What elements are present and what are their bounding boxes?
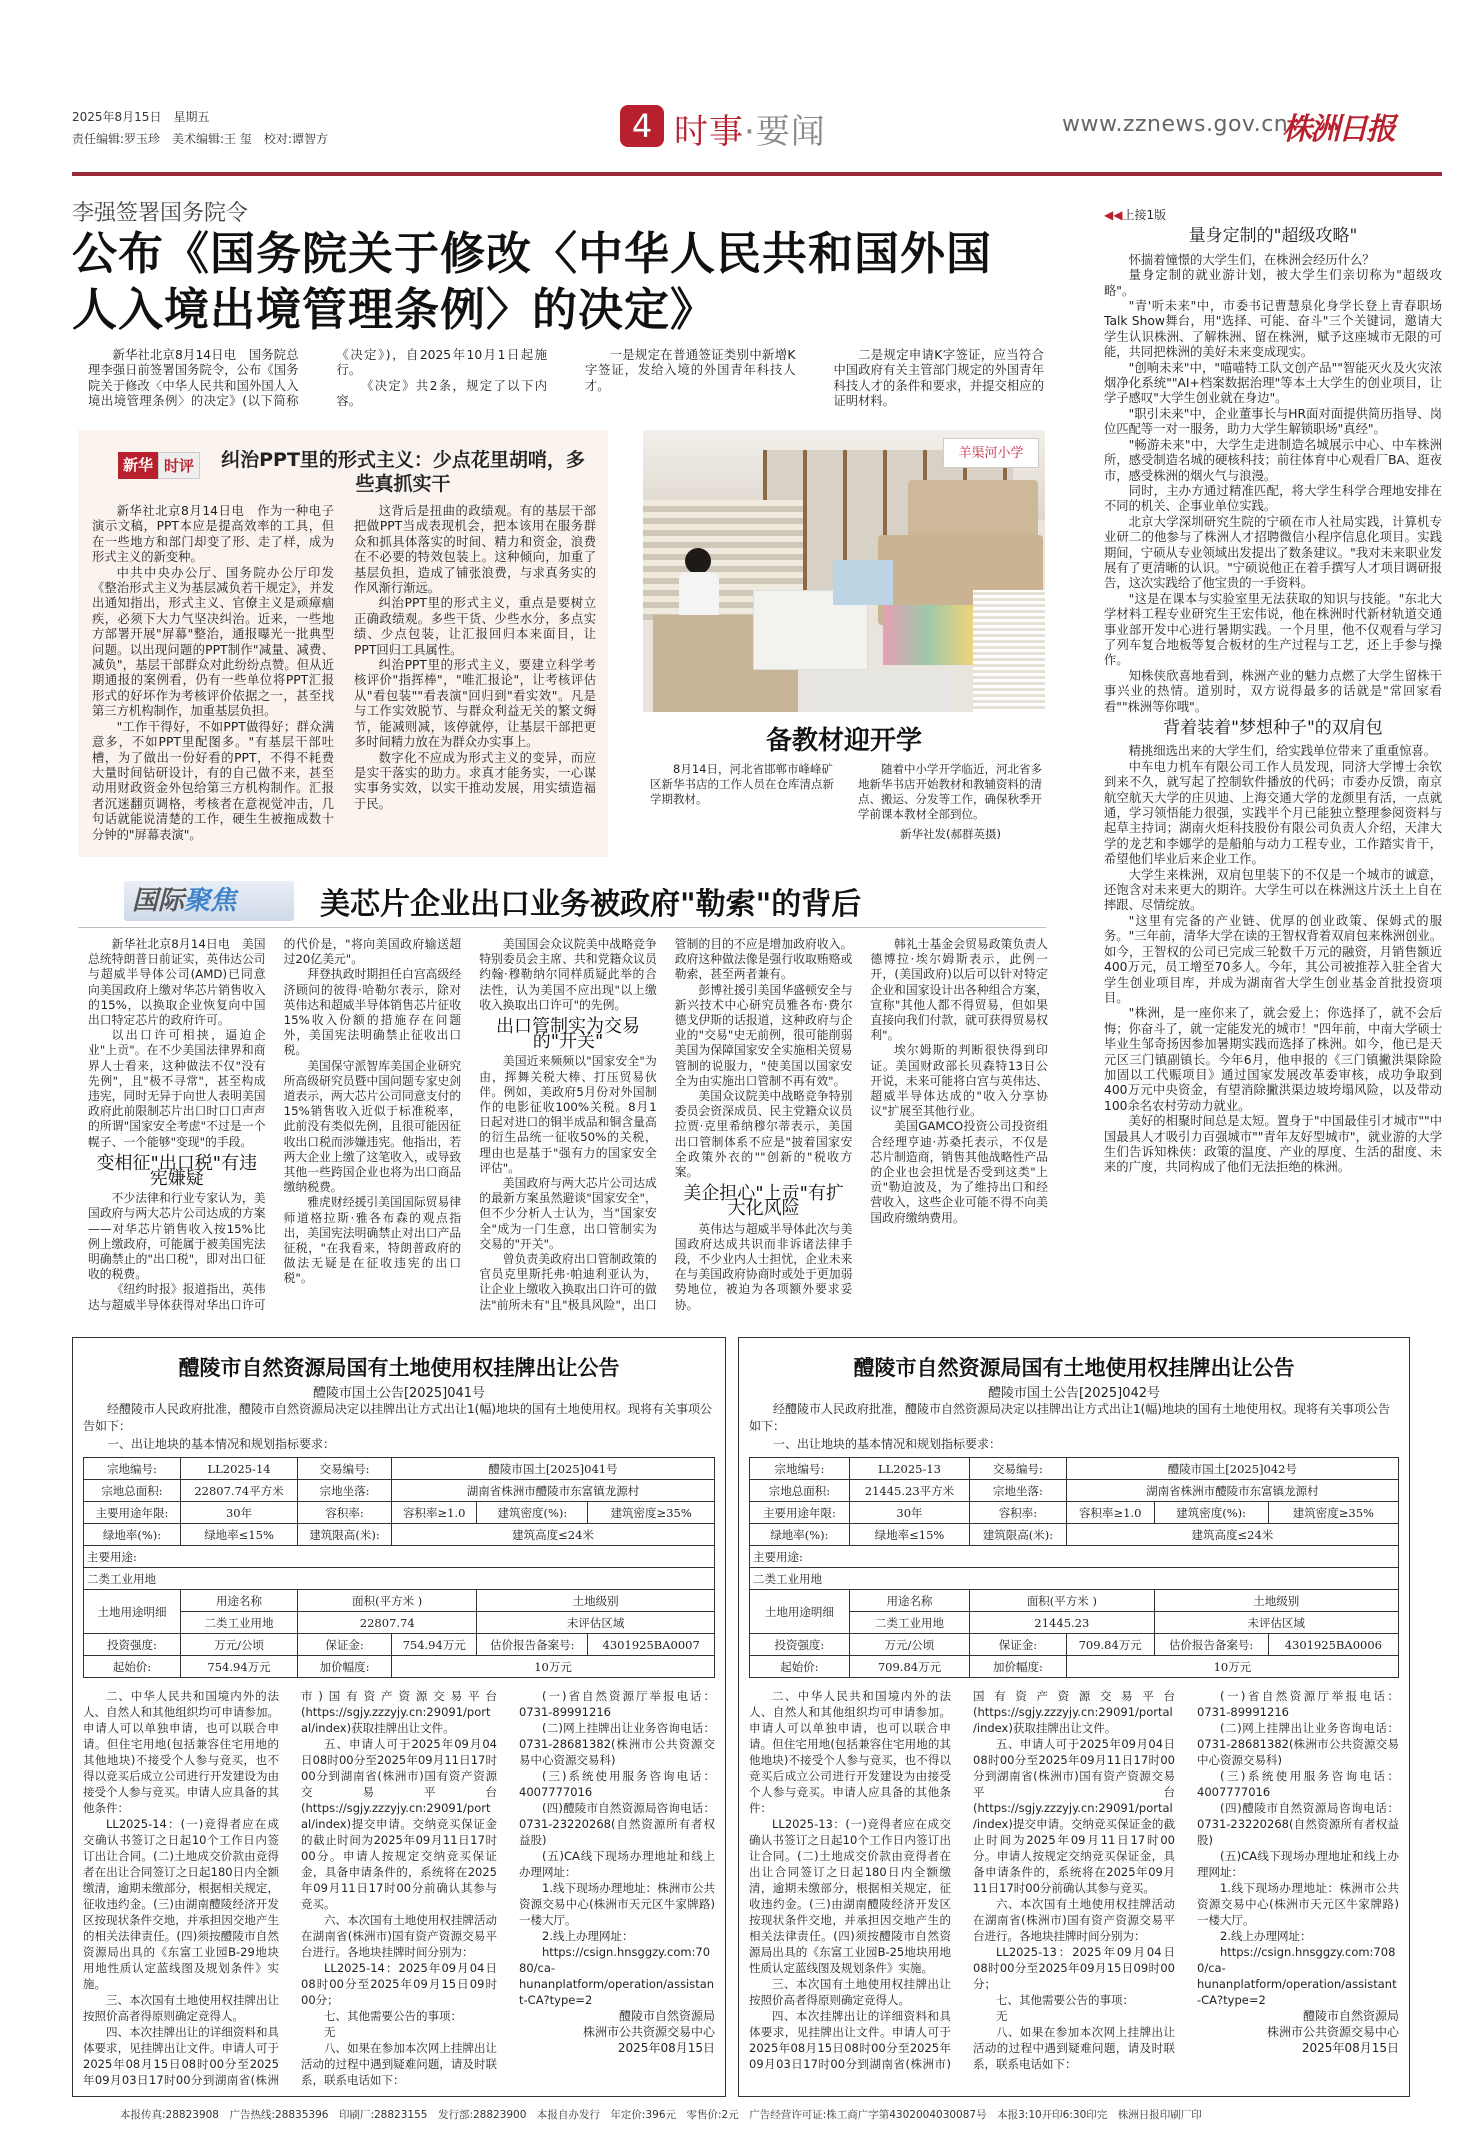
paragraph: 《纽约时报》报道指出，英伟达与超威半导体获得对华出口许可的代价是，"将向美国政府输送超过20亿美元"。 [88,937,462,1312]
intl-section-tag [124,881,294,921]
table-cell: 投资强度: [750,1634,850,1656]
table-cell: 交易编号: [970,1458,1067,1480]
table-cell: 宗地总面积: [750,1480,850,1502]
paragraph: 四、本次挂牌出让的详细资料和具体要求，见挂牌出让文件。申请人可于2025年08月15日08时00分至2025年09月03日17时00分到湖南省(株洲市)国有资产资源交易平台(https://sgjy.zzzyjy.cn:29091/portal/index)获取挂牌出让文件。 [83,1689,497,2087]
table-cell: 土地级别 [1154,1590,1398,1612]
table-cell: 宗地坐落: [970,1480,1067,1502]
paragraph: 以出口许可相挟，逼迫企业"上贡"。在不少美国法律界和商界人士看来，这种做法不仅"没有先例"，且"极不寻常"，甚至构成违宪，同时无异于向世人表明美国政府此前限制芯片出口时口口声声的所谓"国家安全考虑"不过是一个幌子、一个能够"变现"的手段。 [88,1028,266,1149]
table-cell: 10万元 [1066,1656,1398,1678]
table-row [750,1480,1399,1502]
notice-section-1: 一、出让地块的基本情况和规划指标要求： [107,1437,336,1451]
parcel-table [83,1457,715,1678]
table-row [84,1546,715,1568]
section-main: 时事 [674,112,744,152]
table-cell: 绿地率(%): [750,1524,850,1546]
table-row [750,1590,1399,1612]
table-row [750,1502,1399,1524]
table-cell: 二类工业用地 [181,1612,298,1634]
table-cell: 未评估区域 [1154,1612,1398,1634]
paragraph: "畅游未来"中，大学生走进制造名城展示中心、中车株洲所，感受制造名城的硬核科技；前往体育中心观看厂BA、逛夜市，感受株洲的烟火气与浪漫。 [1104,437,1442,483]
paragraph: 韩礼士基金会贸易政策负责人德博拉·埃尔姆斯表示，此例一开，(美国政府)以后可以针对特定企业和国家设计出各种组合方案，宣称"其他人都不得贸易，但如果直接向我们付款，就可获得贸易权利"。 [870,937,1048,1043]
paragraph: (三)系统使用服务咨询电话：4007777016 [1197,1769,1399,1799]
table-cell: 容积率≥1.0 [1066,1502,1154,1524]
notice-signature: 2025年08月15日 [617,2041,715,2055]
table-cell: LL2025-13 [849,1458,969,1480]
issue-date: 2025年8月15日 星期五 [72,110,210,124]
table-row [750,1458,1399,1480]
parcel-table [749,1457,1399,1678]
paragraph: 大学生来株洲，双肩包里装下的不仅是一个城市的诚意，还饱含对未来更大的期许。大学生可以在株洲这片沃土上自在摔跟、尽情绽放。 [1104,867,1442,913]
notice-signature: 2025年08月15日 [1301,2041,1399,2055]
lead-headline: 公布《国务院关于修改〈中华人民共和国外国人入境出境管理条例〉的决定》 [72,227,993,336]
table-cell: 面积(平方米 ) [298,1590,477,1612]
paragraph: 拜登执政时期担任白宫高级经济顾问的彼得·哈勒尔表示，除对英伟达和超威半导体销售芯片征收15%收入份额的措施存在问题外，美国宪法明确禁止征收出口税。 [283,967,462,1058]
paragraph: 1.线下现场办理地址：株洲市公共资源交易中心(株洲市天元区牛家牌路)一楼大厅。 [519,1881,715,1927]
paragraph: (五)CA线下现场办理地址和线上办理网址： [1197,1849,1399,1879]
paragraph: 知株侠欣喜地看到，株洲产业的魅力点燃了大学生留株干事兴业的热情。道别时，双方说得最多的话就是"常回家看看""株洲等你哦"。 [1104,668,1442,714]
table-cell: 709.84万元 [849,1656,969,1678]
table-cell: 建筑高度≤24米 [392,1524,715,1546]
paragraph: 三、本次国有土地使用权挂牌出让按照价高者得原则确定竞得人。 [749,1977,951,2007]
notice-body [83,1688,715,2088]
paragraph: 量身定制的就业游计划，被大学生们亲切称为"超级攻略"。 [1104,268,1442,298]
table-cell: 土地用途明细 [84,1590,181,1634]
table-cell: 建筑密度≥35% [588,1502,715,1524]
paragraph: 新华社北京8月14日电 国务院总理李强日前签署国务院令，公布《国务院关于修改〈中华人民共和国外国人入境出境管理条例〉的决定》(以下简称《决定》)，自2025年10月1日起施行。 [88,348,547,409]
paragraph: "创响未来"中，"喵喵特工队文创产品""智能灭火及火灾浓烟净化系统""AI+档案数据治理"等本土大学生的创业项目，让学子感叹"大学生创业就在身边"。 [1104,360,1442,406]
section-separator: · [744,112,756,152]
subheading: 变相征"出口税"有违宪嫌疑 [96,1152,258,1190]
table-cell: 4301925BA0006 [1268,1634,1398,1656]
paragraph: (四)醴陵市自然资源局咨询电话：0731-23220268(自然资源所有者权益股) [519,1801,715,1847]
table-row [84,1458,715,1480]
table-cell: 建筑密度≥35% [1268,1502,1398,1524]
commentary-tag-b: 时评 [158,452,200,479]
worker-head [685,548,711,574]
table-cell: 709.84万元 [1066,1634,1154,1656]
paragraph: 新华社北京8月14日电 美国总统特朗普日前证实，英伟达公司与超威半导体公司(AMD)已同意向美国政府上缴对华芯片销售收入的15%，以换取企业恢复向中国出口特定芯片的政府许可。 [88,937,266,1028]
paragraph: 美国保守派智库美国企业研究所高级研究员暨中国问题专家史剑道表示，两大芯片公司同意支付的15%销售收入近似于标准税率，此前没有类似先例，且很可能因征收出口税而涉嫌违宪。他指出，若两大企业上缴了这笔收入，或导致其他一些跨国企业也将为出口商品缴纳税费。 [283,1058,462,1195]
table-cell: 面积(平方米 ) [970,1590,1154,1612]
paragraph: LL2025-14：(一)竞得者应在成交确认书签订之日起10个工作日内签订出让合同。(二)土地成交价款由竞得者在出让合同签订之日起180日内全额缴清，逾期未缴部分，根据相关规定，征收违约金。(三)由湖南醴陵经济开发区按现状条件交地，并承担因交地产生的相关法律责任。(四)须按醴陵市自然资源局出具的《东富工业园B-29地块用地性质认定蓝线图及规划条件》实施。 [83,1817,279,1991]
paragraph: 二、中华人民共和国境内外的法人、自然人和其他组织均可申请参加。申请人可以单独申请，也可以联合申请。但住宅用地(包括兼容住宅用地的其他地块)不接受个人参与竞买，也不得以竞买后成立公司进行开发建设为由接受个人参与竞买。申请人应具备的其他条件： [83,1689,279,1815]
table-cell: 22807.74 [298,1612,477,1634]
paragraph: https://csign.hnsggzy.com:7080/ca-hunanplatform/operation/assistant-CA?type=2 [519,1945,715,2007]
table-cell: 21445.23平方米 [849,1480,969,1502]
paragraph: 北京大学深圳研究生院的宁硕在市人社局实践，计算机专业研二的他参与了株洲人才招聘微信小程序信息化项目。实践期间，宁硕从专业领域出发提出了数条建议。"我对未来职业发展有了更清晰的认识。"宁硕说他正在着手撰写人才项目调研报告，这次实践给了他宝贵的一手资料。 [1104,514,1442,591]
paragraph: "这里有完备的产业链、优厚的创业政策、保姆式的服务。"三年前，清华大学在读的王智权背着双肩包来株洲创业。如今，王智权的公司已完成三轮数千万元的融资，月销售额近400万元，员工增至70多人。今年，其公司被推荐入驻全省大学生创业项目库，并成为湖南省大学生创业基金首批投资项目。 [1104,913,1442,1005]
paragraph: 无 [996,2009,1008,2023]
paragraph: 彭博社援引美国华盛顿安全与新兴技术中心研究员雅各布·费尔德戈伊斯的话报道，这种政府与企业的"交易"史无前例，很可能削弱美国为保障国家安全实施相关贸易管制的说服力，"使美国以国家安全为由实施出口管制不再有效"。 [674,982,853,1088]
table-cell: 主要用途年限: [84,1502,181,1524]
table-cell: LL2025-14 [181,1458,298,1480]
commentary-tag [118,452,200,479]
table-cell: 用途名称 [849,1590,969,1612]
website-url[interactable]: www.zznews.gov.cn [1062,112,1289,137]
table-cell: 建筑限高(米): [298,1524,392,1546]
table-cell: 30年 [849,1502,969,1524]
paragraph: 一是规定在普通签证类别中新增K字签证，发给入境的外国青年科技人才。 [585,348,796,393]
paragraph: https://csign.hnsggzy.com:7080/ca-hunanplatform/operation/assistant-CA?type=2 [1197,1945,1397,2007]
table-cell: 二类工业用地 [849,1612,969,1634]
paragraph: 怀揣着憧憬的大学生们，在株洲会经历什么？ [1128,252,1375,267]
subheading: 美企担心"上贡"有扩大化风险 [683,1183,844,1220]
paragraph: 2.线上办理网址： [542,1929,634,1943]
paragraph: 《决定》共2条，规定了以下内容。 [336,378,547,409]
paragraph: 纠治PPT里的形式主义，重点是要树立正确政绩观。多些干货、少些水分，多点实绩、少点包装，让汇报回归本来面目，让PPT回归工具属性。 [354,596,596,657]
paragraph: 2.线上办理网址： [1220,1929,1312,1943]
lead-article-body [88,348,1044,410]
table-row [750,1524,1399,1546]
paragraph: 八、如果在参加本次网上挂牌出让活动的过程中遇到疑难问题，请及时联系，联系电话如下： [973,2025,1175,2071]
table-row [750,1656,1399,1678]
table-cell: 湖南省株洲市醴陵市东富镇龙源村 [392,1480,715,1502]
table-cell: 起始价: [84,1656,181,1678]
subheading: 背着装着"梦想种子"的双肩包 [1163,718,1383,738]
paragraph: 随着中小学开学临近，河北省多地新华书店开始教材和教辅资料的清点、搬运、分发等工作，确保秋季开学前课本教材全部到位。 [858,762,1042,821]
paragraph: 8月14日，河北省邯郸市峰峰矿区新华书店的工作人员在仓库清点新学期教材。 [650,762,834,806]
paragraph: (三)系统使用服务咨询电话：4007777016 [519,1769,715,1799]
table-cell: 醴陵市国土[2025]042号 [1066,1458,1398,1480]
table-cell: 宗地编号: [84,1458,181,1480]
commentary-title: 纠治PPT里的形式主义：少点花里胡哨，多些真抓实干 [221,449,585,495]
paragraph: 五、申请人可于2025年09月04日08时00分至2025年09月11日17时00分到湖南省(株洲市)国有资产资源交易平台(https://sgjy.zzzyjy.cn:29091/portal/index)提交申请。交纳竞买保证金的截止时间为2025年09月11日17时00分。申请人按规定交纳竞买保证金，具备申请条件的，系统将在2025年09月11日17时00分前确认其参与竞买。 [301,1737,497,1911]
paragraph: 1.线下现场办理地址：株洲市公共资源交易中心(株洲市天元区牛家牌路)一楼大厅。 [1197,1881,1399,1927]
continued-label: 上接1版 [1122,208,1167,222]
paragraph: 新华社北京8月14日电 作为一种电子演示文稿，PPT本应是提高效率的工具，但在一些地方和部门却变了形、走了样，成为形式主义的新变种。 [92,504,334,565]
notice-signature: 醴陵市自然资源局 [1302,2009,1399,2023]
subheading: 量身定制的"超级攻略" [1188,226,1358,247]
paragraph: 曾负责美政府出口管制政策的官员克里斯托弗·帕迪利亚认为，让企业上缴收入换取出口许可的做法"前所未有"且"极具风险"，出口管制的目的不应是增加政府收入。政府这种做法像是强行收取贿赂或勒索，甚至两者兼有。 [479,937,853,1312]
paragraph: 美国GAMCO投资公司投资组合经理亨迪·苏桑托表示，不仅是芯片制造商，销售其他战略性产品的企业也会担忧是否受到这类"上贡"勒迫波及，为了维持出口和经营收入，这些企业可能不得不向美国政府缴纳费用。 [870,1119,1048,1225]
news-photo [643,430,1045,712]
table-cell: 容积率: [970,1502,1067,1524]
paragraph: 六、本次国有土地使用权挂牌活动在湖南省(株洲市)国有资产资源交易平台进行。各地块挂牌时间分别为： [301,1913,497,1959]
paragraph: 不少法律和行业专家认为，美国政府与两大芯片公司达成的方案——对华芯片销售收入按15%比例上缴政府，可能属于被美国宪法明确禁止的"出口税"，即对出口征收的税费。 [88,1191,266,1282]
paragraph: 美国近来频频以"国家安全"为由，挥舞关税大棒、打压贸易伙伴。例如，美政府5月份对外国制作的电影征收100%关税。8月1日起对进口的铜半成品和铜含量高的衍生品统一征收50%的关税，理由也是基于"强有力的国家安全评估"。 [479,1054,657,1175]
notice-intro: 经醴陵市人民政府批准，醴陵市自然资源局决定以挂牌出让方式出让1(幅)地块的国有土地使用权。现将有关事项公告如下： [749,1402,1391,1433]
editor-credits: 责任编辑:罗玉珍 美术编辑:王 玺 校对:谭智方 [72,132,328,146]
paragraph: (二)网上挂牌出让业务咨询电话：0731-28681382(株洲市公共资源交易中心资源交易科) [519,1721,715,1767]
table-cell: 保证金: [970,1634,1067,1656]
table-row [84,1524,715,1546]
intl-headline: 美芯片企业出口业务被政府"勒索"的背后 [320,887,862,922]
paragraph: (一)省自然资源厅举报电话：0731-89991216 [519,1689,715,1719]
table-cell: 30年 [181,1502,298,1524]
newspaper-logo: 株洲日报 [1282,112,1394,147]
right-column-article [1104,208,1442,1176]
notice-number: 醴陵市国土公告[2025]041号 [312,1386,486,1401]
paragraph: 数字化不应成为形式主义的变异，而应是实干落实的助力。求真才能务实，一心谋实事务实效，以实干推动发展，用实绩造福于民。 [354,750,596,811]
table-cell: 土地级别 [477,1590,715,1612]
table-cell: 湖南省株洲市醴陵市东富镇龙源村 [1066,1480,1398,1502]
paragraph: 美国国会众议院美中战略竞争特别委员会主席、共和党籍众议员约翰·穆勒纳尔同样质疑此举的合法性，认为美国不应出现"以上缴收入换取出口许可"的先例。 [479,937,657,1012]
table-cell: 二类工业用地 [84,1568,715,1590]
table-row [750,1634,1399,1656]
paragraph: (五)CA线下现场办理地址和线上办理网址： [519,1849,715,1879]
paragraph: 同时，主办方通过精准匹配，将大学生科学合理地安排在不同的机关、企事业单位实践。 [1104,483,1442,514]
paragraph: (四)醴陵市自然资源局咨询电话：0731-23220268(自然资源所有者权益股) [1197,1801,1399,1847]
table-cell: 754.94万元 [181,1656,298,1678]
table-cell: 21445.23 [970,1612,1154,1634]
table-cell: 4301925BA0007 [588,1634,715,1656]
photo-credit: 新华社发(郝群英摄) [900,827,1001,841]
header-divider [72,172,1442,176]
table-row [750,1568,1399,1590]
paragraph: 纠治PPT里的形式主义，要建立科学考核评价"指挥棒"，"唯汇报论"，让考核评估从"看包装""看表演"回归到"看实效"。凡是与工作实效脱节、与群众利益无关的繁文缛节，能减则减，该停就停，让基层干部把更多时间精力放在为群众办实事上。 [354,658,596,750]
table-cell: 宗地编号: [750,1458,850,1480]
table-cell: 绿地率≤15% [849,1524,969,1546]
paragraph: "职引未来"中，企业董事长与HR面对面提供简历指导、岗位匹配等一对一服务，助力大学生解锁职场"真经"。 [1104,406,1442,437]
paragraph: LL2025-13：(一)竞得者应在成交确认书签订之日起10个工作日内签订出让合同。(二)土地成交价款由竞得者在出让合同签订之日起180日内全额缴清，逾期未缴部分，根据相关规定，征收违约金。(三)由湖南醴陵经济开发区按现状条件交地，并承担因交地产生的相关法律责任。(四)须按醴陵市自然资源局出具的《东富工业园B-25地块用地性质认定蓝线图及规划条件》实施。 [749,1817,951,1975]
paragraph: 精挑细选出来的大学生们，给实践单位带来了重重惊喜。 [1128,744,1437,759]
divider [78,927,1046,928]
intl-tag-b: 聚焦 [184,886,237,916]
paragraph: 七、其他需要公告的事项： [996,1993,1134,2007]
table-cell: 加价幅度: [298,1656,392,1678]
table-cell: 建筑密度(%): [477,1502,588,1524]
paragraph: "工作干得好，不如PPT做得好；群众满意多，不如PPT里配图多。"有基层干部吐槽，为了做出一份好看的PPT，不得不耗费大量时间钻研设计，有的自己做不来，甚至动用财政资金外包给第三方机构制作。汇报者沉迷翻页调格，考核者在意视觉冲击，几句话就能说清楚的工作，硬生生被拖成数十分钟的"屏幕表演"。 [92,719,334,842]
paragraph: 八、如果在参加本次网上挂牌出让活动的过程中遇到疑难问题，请及时联系，联系电话如下： [301,2041,497,2087]
page-number-badge: 4 [620,105,664,147]
table-cell: 建筑密度(%): [1154,1502,1268,1524]
right-column-body [1104,226,1442,1175]
land-notice-042 [738,1337,1410,2097]
land-notice-041 [72,1337,726,2097]
paragraph: 无 [324,2025,336,2039]
table-cell: 醴陵市国土[2025]041号 [392,1458,715,1480]
table-cell: 万元/公顷 [181,1634,298,1656]
notice-signature: 株洲市公共资源交易中心 [1266,2025,1399,2039]
photo-title: 备教材迎开学 [765,726,922,756]
notice-title: 醴陵市自然资源局国有土地使用权挂牌出让公告 [178,1356,620,1380]
paragraph: 六、本次国有土地使用权挂牌活动在湖南省(株洲市)国有资产资源交易平台进行。各地块挂牌时间分别为： [973,1897,1175,1943]
table-row [84,1480,715,1502]
paragraph: 英伟达与超威半导体此次与美国政府达成共识而非诉诸法律手段，不少业内人士担忧，企业未来在与美国政府协商时或处于更加弱势地位，被迫为各项额外要求妥协。 [674,1221,853,1312]
commentary-body [92,504,596,843]
table-row [84,1502,715,1524]
paragraph: "青'听未来"中，市委书记曹慧泉化身学长登上青春职场Talk Show舞台，用"选择、可能、奋斗"三个关键词，邀请大学生认识株洲、了解株洲、留在株洲，赋予这座城市无限的可能，共同把株洲的美好未来变成现实。 [1104,299,1442,360]
photo-caption [650,762,1046,822]
paragraph: 七、其他需要公告的事项： [324,2009,462,2023]
paragraph: 这背后是扭曲的政绩观。有的基层干部把做PPT当成表现机会，把本该用在服务群众和抓具体落实的时间、精力和资金，浪费在不必要的特效包装上。这种倾向，加重了基层负担，造成了铺张浪费，与求真务实的作风渐行渐远。 [354,504,596,596]
table-cell: 主要用途年限: [750,1502,850,1524]
paragraph: 二、中华人民共和国境内外的法人、自然人和其他组织均可申请参加。申请人可以单独申请，也可以联合申请。但住宅用地(包括兼容住宅用地的其他地块)不接受个人参与竞买，也不得以竞买后成立公司进行开发建设为由接受个人参与竞买。申请人应具备的其他条件： [749,1689,951,1815]
table-row [84,1634,715,1656]
table-cell: 绿地率(%): [84,1524,181,1546]
table-row [84,1590,715,1612]
intl-tag-a: 国际 [132,886,185,916]
table-row [750,1546,1399,1568]
paragraph: 雅虎财经援引美国国际贸易律师道格拉斯·雅各布森的观点指出，美国宪法明确禁止对出口产品征税，"在我看来，特朗普政府的做法无疑是在征收违宪的出口税"。 [283,1195,462,1286]
table-cell: 建筑限高(米): [970,1524,1067,1546]
commentary-tag-a: 新华 [118,452,158,479]
paragraph: "株洲，是一座你来了，就会爱上；你选择了，就不会后悔；你奋斗了，就一定能发光的城市！"四年前，中南大学硕士毕业生邹奇扬因参加暑期实践而选择了株洲。如今，他已是天元区三门镇副镇长。今年6月，他申报的《三门镇撇洪渠除险加固以工代赈项目》通过国家发展改革委审核，成功争取到400万元中央资金，有望消除撇洪渠边坡垮塌风险，以及带动100余名农村劳动力就业。 [1104,1006,1442,1113]
table-cell: 22807.74平方米 [181,1480,298,1502]
table-cell: 主要用途: [84,1546,715,1568]
table-cell: 加价幅度: [970,1656,1067,1678]
table-cell: 建筑高度≤24米 [1066,1524,1398,1546]
subheading: 出口管制实为交易的"开关" [495,1016,640,1053]
table-cell: 估价报告备案号: [1154,1634,1268,1656]
paragraph: 美好的相聚时间总是太短。置身于"中国最佳引才城市""中国最具人才吸引力百强城市""青年友好型城市"，就业游的大学生们告诉知株侠：政策的温度、产业的厚度、生活的甜度、未来的广度，共同构成了他们无法拒绝的株洲。 [1104,1114,1442,1175]
paragraph: 四、本次挂牌出让的详细资料和具体要求，见挂牌出让文件。申请人可于2025年08月15日08时00分至2025年09月03日17时00分到湖南省(株洲市)国有资产资源交易平台(https://sgjy.zzzyjy.cn:29091/portal/index)获取挂牌出让文件。 [749,1689,1175,2071]
table-cell: 万元/公顷 [849,1634,969,1656]
paragraph: 二是规定申请K字签证，应当符合中国政府有关主管部门规定的外国青年科技人才的条件和要求，并提交相应的证明材料。 [833,348,1044,409]
school-sign: 羊渠河小学 [943,438,1039,468]
table-cell: 宗地坐落: [298,1480,392,1502]
table-cell: 土地用途明细 [750,1590,850,1634]
commentary-box [78,430,608,857]
paragraph: 中共中央办公厅、国务院办公厅印发《整治形式主义为基层减负若干规定》，并发出通知指出，形式主义、官僚主义是顽瘴痼疾，必须下大力气坚决纠治。近来，一些地方部署开展"屏幕"整治，通报曝光一批典型问题。以出现问题的PPT制作"减量、减费、减负"，基层干部群众对此纷纷点赞。但从近期通报的案例看，仍有一些单位将PPT汇报形式的好坏作为考核评价依据之一，甚至找第三方机构制作，加重基层负担。 [92,565,334,719]
table-cell: 估价报告备案号: [477,1634,588,1656]
notice-title: 醴陵市自然资源局国有土地使用权挂牌出让公告 [853,1356,1295,1380]
table-cell: 投资强度: [84,1634,181,1656]
table-cell: 主要用途: [750,1546,1399,1568]
table-cell: 754.94万元 [392,1634,477,1656]
continued-from [1104,208,1442,223]
table-cell: 宗地总面积: [84,1480,181,1502]
notice-section-1: 一、出让地块的基本情况和规划指标要求： [773,1437,1002,1451]
table-cell: 绿地率≤15% [181,1524,298,1546]
table-cell: 保证金: [298,1634,392,1656]
paragraph: 埃尔姆斯的判断很快得到印证。美国财政部长贝森特13日公开说，未来可能将白宫与英伟达、超威半导体达成的"收入分享协议"扩展至其他行业。 [870,1043,1048,1119]
section-sub: 要闻 [755,112,826,152]
paragraph: 五、申请人可于2025年09月04日08时00分至2025年09月11日17时00分到湖南省(株洲市)国有资产资源交易平台(https://sgjy.zzzyjy.cn:29091/portal/index)提交申请。交纳竞买保证金的截止时间为2025年09月11日17时00分。申请人按规定交纳竞买保证金，具备申请条件的，系统将在2025年09月11日17时00分前确认其参与竞买。 [973,1737,1175,1895]
paragraph: "这是在课本与实验室里无法获取的知识与技能。"东北大学材料工程专业研究生王宏伟说，他在株洲时代新材轨道交通事业部开发中心进行暑期实践。一个月里，他不仅观看与学习了列车复合地板等复合板材的生产过程与工艺，还上手参与操作。 [1104,591,1442,668]
continued-arrow-icon: ◀◀ [1104,208,1123,222]
paragraph: 中车电力机车有限公司工作人员发现，同济大学博士余钦到来不久，就写起了控制软件播放的代码；市委办反馈，南京航空航天大学的庄贝迪、上海交通大学的龙颜里有活，一点就通，学习领悟能力很强，实践半个月已能独立整理参阅资料与起草主持词；湖南火炬科技股份有限公司负责人介绍，天津大学的龙艺和李娜学的是船舶与动力工程专业，工作踏实肯干，希望他们毕业后来企业工作。 [1104,759,1442,867]
footer-info: 本报传真:28823908 广告热线:28835396 印刷厂:28823155 发行部:28823900 本报自办发行 年定价:396元 零售价:2元 广告经营许可证:株工商广字第4302004030087号 本报3:10开印6:30印完 株洲日报印刷厂印 [120,2109,1202,2121]
notice-number: 醴陵市国土公告[2025]042号 [987,1386,1161,1401]
lead-kicker: 李强签署国务院令 [72,201,249,226]
paragraph: (一)省自然资源厅举报电话：0731-89991216 [1197,1689,1399,1719]
table-row [84,1656,715,1678]
intl-article-body [88,937,1048,1313]
table-cell: 起始价: [750,1656,850,1678]
table-cell: 用途名称 [181,1590,298,1612]
notice-body [749,1688,1399,2072]
table-cell: 10万元 [392,1656,715,1678]
table-cell: 未评估区域 [477,1612,715,1634]
paragraph: 三、本次国有土地使用权挂牌出让按照价高者得原则确定竞得人。 [83,1993,279,2023]
notice-signature: 株洲市公共资源交易中心 [582,2025,715,2039]
paragraph: LL2025-13：2025年09月04日08时00分至2025年09月15日09时00分； [973,1945,1175,1991]
section-title [674,104,826,153]
table-cell: 交易编号: [298,1458,392,1480]
notice-signature: 醴陵市自然资源局 [618,2009,715,2023]
paragraph: (二)网上挂牌出让业务咨询电话：0731-28681382(株洲市公共资源交易中心资源交易科) [1197,1721,1399,1767]
table-cell: 容积率≥1.0 [392,1502,477,1524]
notice-intro: 经醴陵市人民政府批准，醴陵市自然资源局决定以挂牌出让方式出让1(幅)地块的国有土地使用权。现将有关事项公告如下： [83,1402,713,1433]
table-cell: 容积率: [298,1502,392,1524]
paragraph: 美国众议院美中战略竞争特别委员会资深成员、民主党籍众议员拉贾·克里希纳穆尔蒂表示，美国出口管制体系不应是"披着国家安全政策外衣的""创新的"税收方案。 [674,1089,853,1180]
paragraph: LL2025-14：2025年09月04日08时00分至2025年09月15日09时00分； [301,1961,497,2007]
paragraph: 美国政府与两大芯片公司达成的最新方案虽然避谈"国家安全"，但不少分析人士认为，当"国家安全"成为一门生意，出口管制实为交易的"开关"。 [479,1176,657,1251]
table-row [84,1568,715,1590]
table-cell: 二类工业用地 [750,1568,1399,1590]
